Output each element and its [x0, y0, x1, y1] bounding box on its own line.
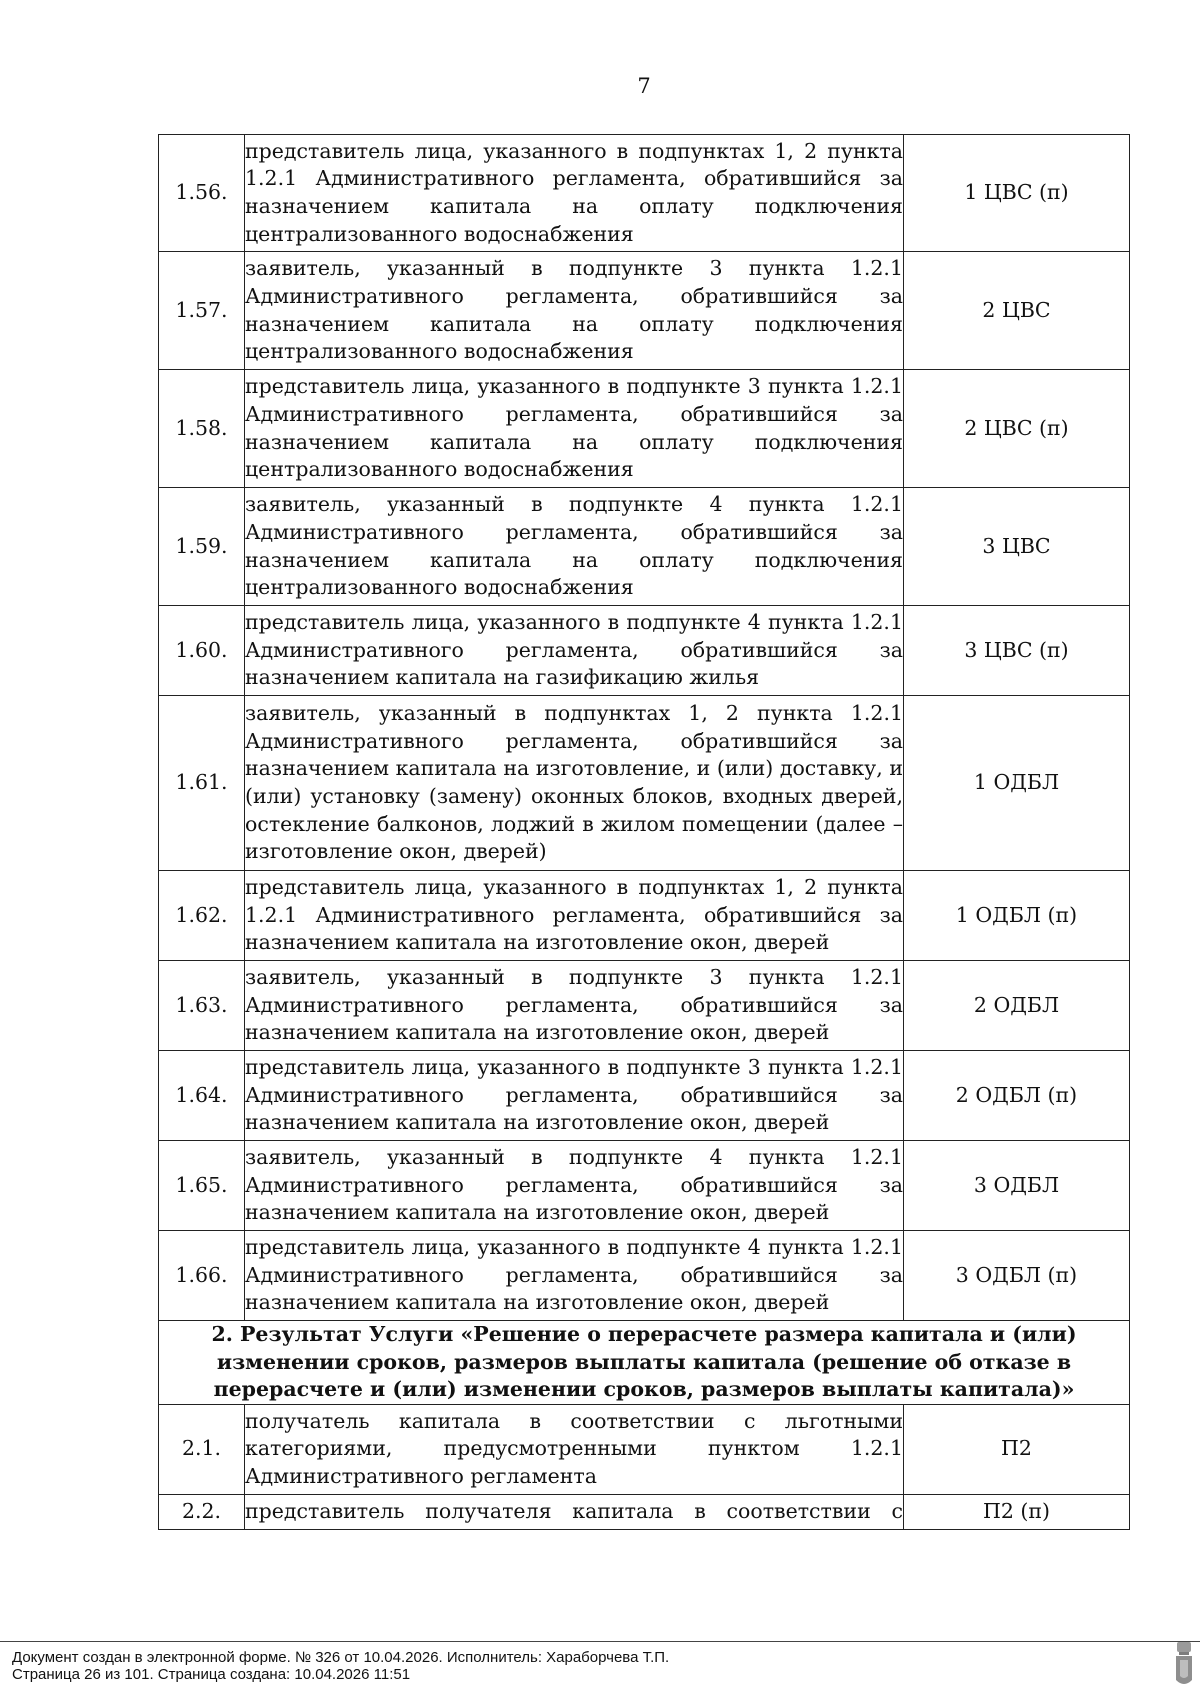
table-row: [159, 961, 1130, 1051]
row-description: представитель лица, указанного в подпунктах 1, 2 пункта 1.2.1 Административного регламента, обратившийся за назначением капитала на оплату подключения централизованного водоснабжения: [245, 135, 904, 252]
row-code: П2 (п): [904, 1494, 1130, 1529]
table-row: [159, 135, 1130, 252]
row-description: представитель лица, указанного в подпунктах 1, 2 пункта 1.2.1 Административного регламента, обратившийся за назначением капитала на изготовление окон, дверей: [245, 871, 904, 961]
row-description: заявитель, указанный в подпункте 4 пункта 1.2.1 Административного регламента, обратившийся за назначением капитала на изготовление окон, дверей: [245, 1141, 904, 1231]
table-row: [159, 1141, 1130, 1231]
row-description: представитель лица, указанного в подпункте 3 пункта 1.2.1 Административного регламента, обратившийся за назначением капитала на изготовление окон, дверей: [245, 1051, 904, 1141]
row-number: 1.59.: [159, 488, 245, 606]
row-code: 3 ОДБЛ: [904, 1141, 1130, 1231]
row-description: заявитель, указанный в подпунктах 1, 2 пункта 1.2.1 Административного регламента, обратившийся за назначением капитала на изготовление, и (или) доставку, и (или) установку (замену) оконных блоков, входных дверей, остекление балконов, лоджий в жилом помещении (далее – изготовление окон, дверей): [245, 696, 904, 871]
row-description: представитель лица, указанного в подпункте 4 пункта 1.2.1 Административного регламента, обратившийся за назначением капитала на изготовление окон, дверей: [245, 1231, 904, 1321]
row-number: 1.62.: [159, 871, 245, 961]
table-row: [159, 871, 1130, 961]
row-code: 3 ОДБЛ (п): [904, 1231, 1130, 1321]
table-row: [159, 1404, 1130, 1494]
footer: [12, 1649, 669, 1683]
row-description: представитель лица, указанного в подпункте 4 пункта 1.2.1 Административного регламента, обратившийся за назначением капитала на газификацию жилья: [245, 606, 904, 696]
row-code: 3 ЦВС: [904, 488, 1130, 606]
table-row: [159, 370, 1130, 488]
table-row: [159, 1231, 1130, 1321]
row-code: 1 ОДБЛ (п): [904, 871, 1130, 961]
table-row: [159, 1051, 1130, 1141]
row-description: представитель получателя капитала в соответствии с: [245, 1494, 904, 1529]
footer-line-page: Страница 26 из 101. Страница создана: 10.04.2026 11:51: [12, 1666, 411, 1683]
row-number: 1.65.: [159, 1141, 245, 1231]
table-row: [159, 488, 1130, 606]
row-number: 1.56.: [159, 135, 245, 252]
footer-line-document: Документ создан в электронной форме. № 326 от 10.04.2026. Исполнитель: Хараборчева Т.П.: [12, 1649, 670, 1666]
row-description: заявитель, указанный в подпункте 3 пункта 1.2.1 Административного регламента, обратившийся за назначением капитала на изготовление окон, дверей: [245, 961, 904, 1051]
row-number: 1.63.: [159, 961, 245, 1051]
row-description: заявитель, указанный в подпункте 3 пункта 1.2.1 Административного регламента, обратившийся за назначением капитала на оплату подключения централизованного водоснабжения: [245, 252, 904, 370]
page-number: 7: [637, 74, 651, 98]
row-description: представитель лица, указанного в подпункте 3 пункта 1.2.1 Административного регламента, обратившийся за назначением капитала на оплату подключения централизованного водоснабжения: [245, 370, 904, 488]
row-description: заявитель, указанный в подпункте 4 пункта 1.2.1 Административного регламента, обратившийся за назначением капитала на оплату подключения централизованного водоснабжения: [245, 488, 904, 606]
footer-divider: [0, 1641, 1200, 1642]
row-code: 2 ОДБЛ: [904, 961, 1130, 1051]
table-row: [159, 606, 1130, 696]
table-row: [159, 696, 1130, 871]
row-description: получатель капитала в соответствии с льготными категориями, предусмотренными пунктом 1.2.1 Административного регламента: [245, 1404, 904, 1494]
row-code: 2 ЦВС: [904, 252, 1130, 370]
row-number: 1.57.: [159, 252, 245, 370]
row-number: 2.1.: [159, 1404, 245, 1494]
row-number: 1.61.: [159, 696, 245, 871]
table-row: [159, 1494, 1130, 1529]
row-number: 2.2.: [159, 1494, 245, 1529]
regulation-table: [158, 134, 1130, 1530]
row-code: 2 ОДБЛ (п): [904, 1051, 1130, 1141]
row-code: 1 ОДБЛ: [904, 696, 1130, 871]
section-heading: 2. Результат Услуги «Решение о перерасчете размера капитала и (или) изменении сроков, размеров выплаты капитала (решение об отказе в перерасчете и (или) изменении сроков, размеров выплаты капитала)»: [159, 1321, 1130, 1405]
row-code: 1 ЦВС (п): [904, 135, 1130, 252]
row-code: 3 ЦВС (п): [904, 606, 1130, 696]
emblem-icon: [1173, 1640, 1195, 1690]
row-number: 1.66.: [159, 1231, 245, 1321]
row-number: 1.64.: [159, 1051, 245, 1141]
row-number: 1.58.: [159, 370, 245, 488]
section-heading-row: [159, 1321, 1130, 1405]
row-number: 1.60.: [159, 606, 245, 696]
table-row: [159, 252, 1130, 370]
row-code: П2: [904, 1404, 1130, 1494]
row-code: 2 ЦВС (п): [904, 370, 1130, 488]
